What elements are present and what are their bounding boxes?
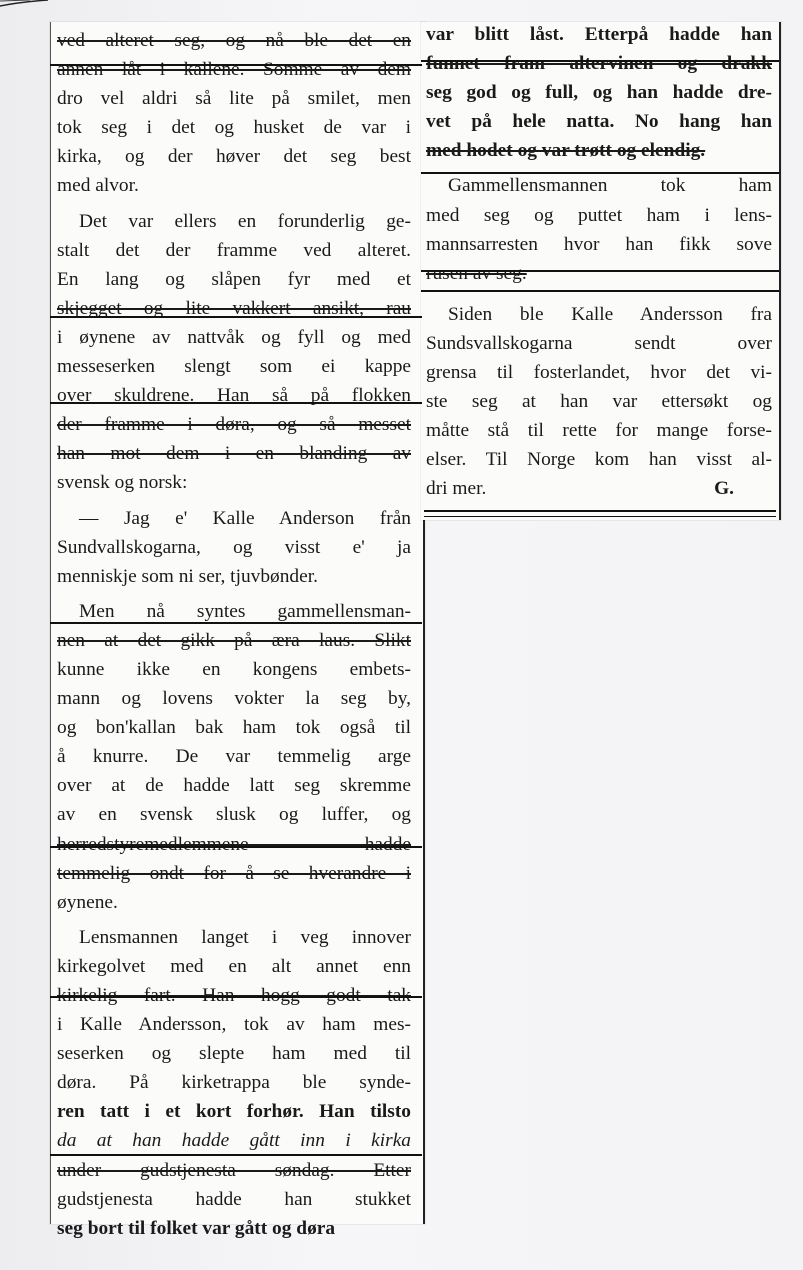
- column-rule: [50, 1154, 422, 1156]
- left-paragraph-4: [57, 597, 411, 917]
- column-rule: [421, 172, 779, 174]
- text-line: å knurre. De var temmelig arge: [57, 746, 411, 768]
- text-line: Det var ellers en forunderlig ge-: [79, 210, 411, 232]
- text-line: Gammellensmannen tok ham: [448, 175, 772, 197]
- text-line: med alvor.: [57, 175, 139, 197]
- text-line: døra. På kirketrappa ble synde-: [57, 1072, 411, 1094]
- text-line: da at han hadde gått inn i kirka: [57, 1130, 411, 1152]
- text-line: med hodet og var trøtt og elendig.: [426, 140, 706, 162]
- text-line: i Kalle Andersson, tok av ham mes-: [57, 1014, 411, 1036]
- text-line: dro vel aldri så lite på smilet, men: [57, 88, 411, 110]
- text-line: ren tatt i et kort forhør. Han tilsto: [57, 1101, 411, 1123]
- column-rule: [50, 402, 422, 404]
- text-line: seg god og full, og han hadde dre-: [426, 82, 772, 104]
- text-line: skjegget og lite vakkert ansikt, rau: [57, 297, 411, 319]
- text-line: han mot dem i en blanding av: [57, 443, 411, 465]
- closing-text: dri mer.: [426, 478, 487, 500]
- text-line: funnet fram altervinen og drakk: [426, 53, 772, 75]
- text-line: elser. Til Norge kom han visst al-: [426, 449, 772, 471]
- column-rule: [421, 290, 779, 292]
- text-line: ved alteret seg, og nå ble det en: [57, 30, 411, 51]
- right-column: [426, 20, 772, 504]
- column-rule: [50, 996, 422, 998]
- column-rule: [421, 60, 779, 62]
- text-line: rusen av seg.: [426, 262, 527, 284]
- end-rule-upper: [424, 510, 776, 512]
- text-line: messeserken slengt som ei kappe: [57, 356, 411, 378]
- text-line: gudstjenesta hadde han stukket: [57, 1188, 411, 1210]
- column-rule: [421, 270, 779, 272]
- text-line: var blitt låst. Etterpå hadde han: [426, 24, 772, 45]
- text-line: nen at det gikk på æra laus. Slikt: [57, 629, 411, 651]
- text-line: En lang og slåpen fyr med et: [57, 268, 411, 290]
- text-line: Siden ble Kalle Andersson fra: [448, 303, 772, 325]
- text-line: grensa til fosterlandet, hvor det vi-: [426, 362, 772, 384]
- text-line: kirkelig fart. Han hogg godt tak: [57, 985, 411, 1006]
- text-line: seg bort til folket var gått og døra: [57, 1217, 336, 1239]
- column-rule: [50, 64, 422, 66]
- text-line: menniskje som ni ser, tjuvbønder.: [57, 565, 318, 587]
- corner-pen-mark: [0, 0, 60, 20]
- text-line: mannsarresten hvor han fikk sove: [426, 233, 772, 255]
- author-signature: G.: [714, 478, 734, 500]
- left-paragraph-1: [57, 26, 411, 201]
- column-rule: [50, 846, 422, 848]
- text-line: temmelig ondt for å se hverandre i: [57, 862, 411, 884]
- text-line: — Jag e' Kalle Anderson från: [79, 507, 411, 529]
- text-line: kunne ikke en kongens embets-: [57, 658, 411, 680]
- text-line: med seg og puttet ham i lens-: [426, 204, 772, 226]
- right-paragraph-1: [426, 20, 772, 165]
- text-line: seserken og slepte ham med til: [57, 1043, 411, 1065]
- text-line: kirkegolvet med en alt annet enn: [57, 955, 411, 977]
- text-line: måtte stå til rette for mange forse-: [426, 420, 772, 442]
- text-line: Sundvallskogarna, og visst e' ja: [57, 536, 411, 558]
- text-line: annen låt i kallene. Somme av dem: [57, 59, 411, 81]
- column-rule: [50, 622, 422, 624]
- text-line: svensk og norsk:: [57, 472, 188, 494]
- text-line: der framme i døra, og så messet: [57, 414, 411, 436]
- text-line: [426, 474, 772, 503]
- text-line: av en svensk slusk og luffer, og: [57, 804, 411, 826]
- left-column: [57, 26, 411, 1243]
- text-line: vet på hele natta. No hang han: [426, 111, 772, 133]
- column-rule: [50, 316, 422, 318]
- left-paragraph-5: [57, 923, 411, 1243]
- text-line: mann og lovens vokter la seg by,: [57, 688, 411, 710]
- text-line: Lensmannen langet i veg innover: [79, 926, 411, 948]
- left-paragraph-2: [57, 207, 411, 498]
- text-line: under gudstjenesta søndag. Etter: [57, 1159, 411, 1181]
- text-line: Men nå syntes gammellensman-: [79, 600, 411, 622]
- text-line: stalt det der framme ved alteret.: [57, 239, 411, 261]
- text-line: over at de hadde latt seg skremme: [57, 775, 411, 797]
- end-rule-lower: [424, 516, 776, 517]
- text-line: herredstyremedlemmene hadde: [57, 833, 411, 855]
- left-paragraph-3: [57, 504, 411, 591]
- text-line: tok seg i det og husket de var i: [57, 117, 411, 139]
- text-line: øynene.: [57, 891, 118, 913]
- text-line: og bon'kallan bak ham tok også til: [57, 717, 411, 739]
- text-line: Sundsvallskogarna sendt over: [426, 332, 772, 354]
- text-line: i øynene av nattvåk og fyll og med: [57, 326, 411, 348]
- right-paragraph-3: [426, 300, 772, 504]
- text-line: kirka, og der høver det seg best: [57, 146, 411, 168]
- text-line: over skuldrene. Han så på flokken: [57, 385, 411, 407]
- text-line: ste seg at han var ettersøkt og: [426, 391, 772, 413]
